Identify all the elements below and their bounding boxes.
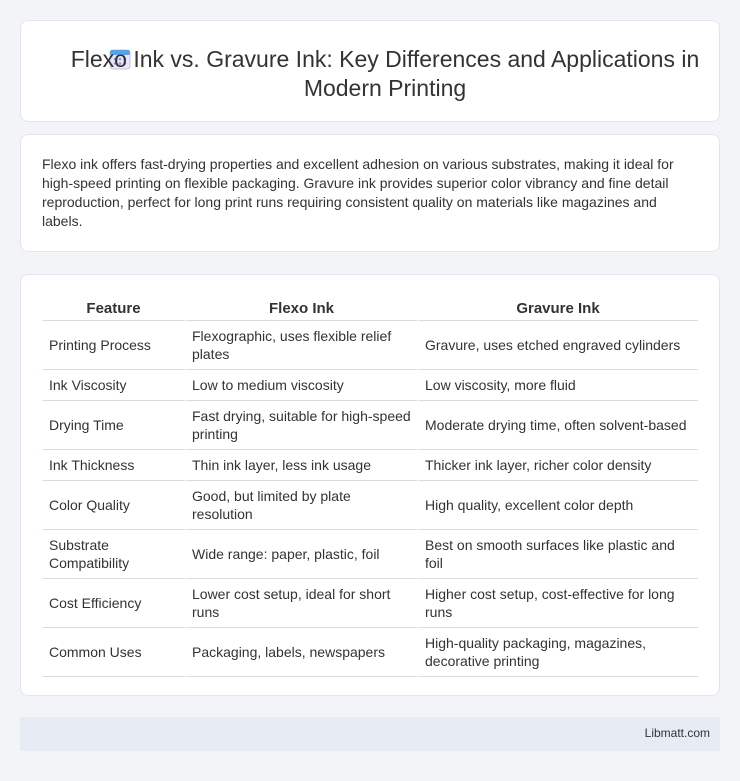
footer-brand-link[interactable]: Libmatt.com [644, 726, 710, 740]
table-row [43, 321, 699, 370]
gravure-cell: High-quality packaging, magazines, decorative printing [419, 628, 699, 677]
feature-cell: Ink Thickness [43, 450, 186, 481]
footer-bar [20, 717, 720, 751]
feature-cell: Common Uses [43, 628, 186, 677]
column-header-gravure: Gravure Ink [419, 297, 699, 321]
feature-cell: Substrate Compatibility [43, 530, 186, 579]
gravure-cell: Gravure, uses etched engraved cylinders [419, 321, 699, 370]
flexo-cell: Lower cost setup, ideal for short runs [186, 579, 419, 628]
flexo-cell: Flexographic, uses flexible relief plates [186, 321, 419, 370]
table-row [43, 401, 699, 450]
table-row [43, 481, 699, 530]
gravure-cell: High quality, excellent color depth [419, 481, 699, 530]
feature-cell: Cost Efficiency [43, 579, 186, 628]
flexo-cell: Fast drying, suitable for high-speed printing [186, 401, 419, 450]
feature-cell: Ink Viscosity [43, 370, 186, 401]
table-row [43, 628, 699, 677]
column-header-feature: Feature [43, 297, 186, 321]
intro-card [20, 134, 720, 252]
comparison-table [43, 297, 699, 677]
table-row [43, 530, 699, 579]
intro-paragraph: Flexo ink offers fast-drying properties and excellent adhesion on various substrates, making it ideal for high-speed printing on flexible packaging. Gravure ink provides superior color vibrancy and fine detail reproduction, perfect for long print runs requiring consistent quality on materials like magazines and labels. [42, 156, 674, 229]
gravure-cell: Moderate drying time, often solvent-based [419, 401, 699, 450]
table-header-row [43, 297, 699, 321]
flexo-cell: Thin ink layer, less ink usage [186, 450, 419, 481]
table-row [43, 450, 699, 481]
gravure-cell: Best on smooth surfaces like plastic and foil [419, 530, 699, 579]
feature-cell: Drying Time [43, 401, 186, 450]
title-card [20, 20, 720, 122]
feature-cell: Printing Process [43, 321, 186, 370]
flexo-cell: Wide range: paper, plastic, foil [186, 530, 419, 579]
table-row [43, 370, 699, 401]
column-header-flexo: Flexo Ink [186, 297, 419, 321]
flexo-cell: Good, but limited by plate resolution [186, 481, 419, 530]
feature-cell: Color Quality [43, 481, 186, 530]
page-title: Flexo Ink vs. Gravure Ink: Key Differences and Applications in Modern Printing [70, 46, 700, 101]
comparison-table-card [20, 274, 720, 696]
gravure-cell: Low viscosity, more fluid [419, 370, 699, 401]
gravure-cell: Higher cost setup, cost-effective for long runs [419, 579, 699, 628]
flexo-cell: Low to medium viscosity [186, 370, 419, 401]
flexo-cell: Packaging, labels, newspapers [186, 628, 419, 677]
gravure-cell: Thicker ink layer, richer color density [419, 450, 699, 481]
table-row [43, 579, 699, 628]
